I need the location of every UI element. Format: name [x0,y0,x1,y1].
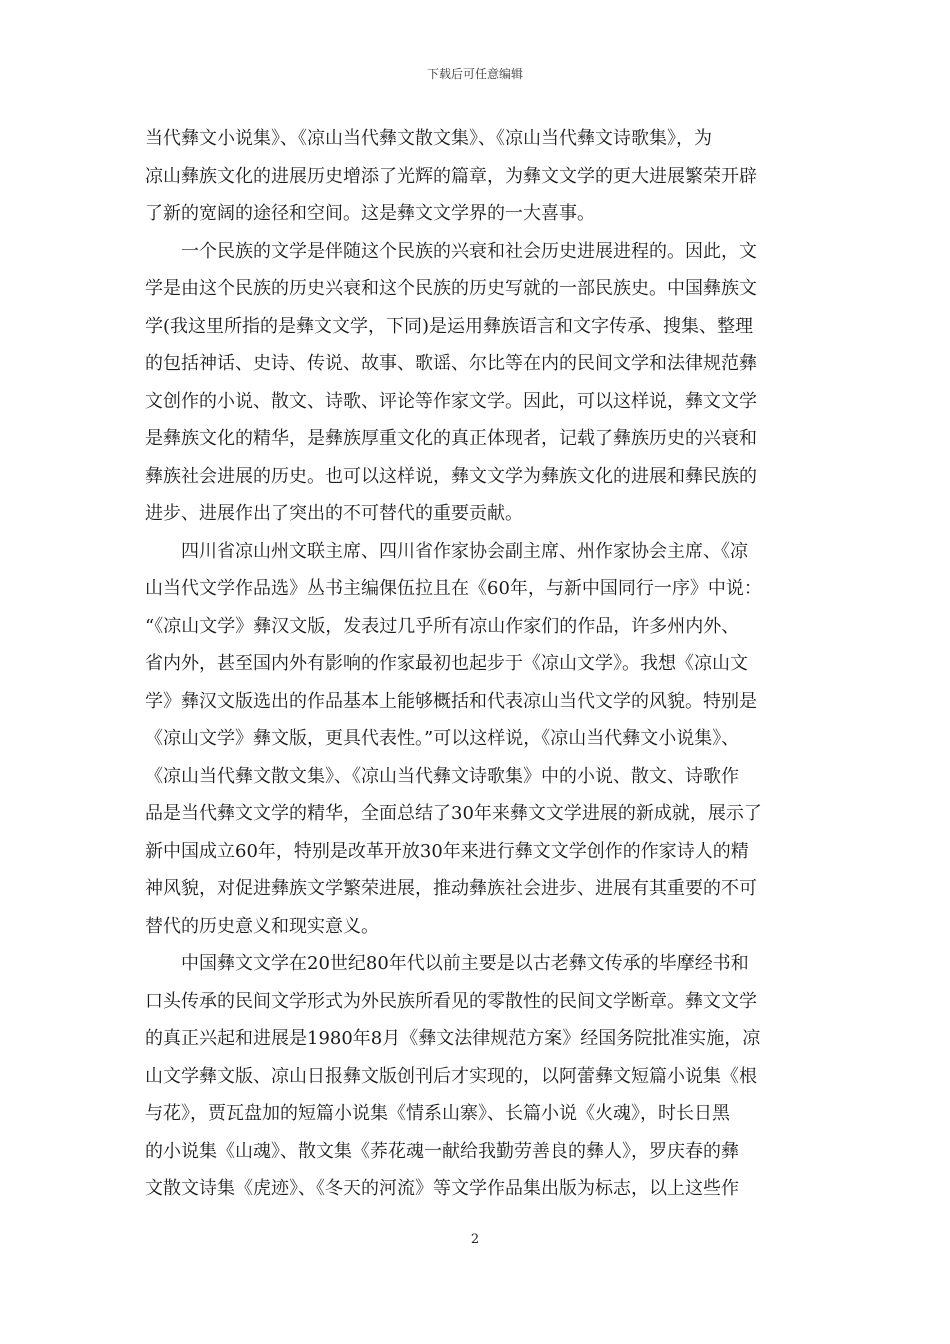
text-line: 品是当代彝文文学的精华，全面总结了30年来彝文文学进展的新成就，展示了 [145,803,762,824]
text-line: 当代彝文小说集》、《凉山当代彝文散文集》、《凉山当代彝文诗歌集》，为 [145,128,712,149]
text-line: 彝族社会进展的历史。也可以这样说，彝文文学为彝族文化的进展和彝民族的 [145,465,757,487]
text-line: 是彝族文化的精华，是彝族厚重文化的真正体现者，记载了彝族历史的兴衰和 [145,428,757,449]
text-line: 文散文诗集《虎迹》、《冬天的河流》等文学作品集出版为标志，以上这些作 [145,1178,739,1199]
text-line: 《凉山当代彝文散文集》、《凉山当代彝文诗歌集》中的小说、散文、诗歌作 [145,765,739,787]
text-line: 的小说集《山魂》、散文集《荞花魂一献给我勤劳善良的彝人》，罗庆春的彝 [145,1140,739,1162]
text-line: 口头传承的民间文学形式为外民族所看见的零散性的民间文学断章。彝文文学 [145,990,757,1012]
text-line: 《凉山文学》彝文版，更具代表性。”可以这样说，《凉山当代彝文小说集》、 [145,728,740,749]
text-line: 山文学彝文版、凉山日报彝文版创刊后才实现的，以阿蕾彝文短篇小说集《根 [145,1065,757,1087]
text-line: 神风貌，对促进彝族文学繁荣进展，推动彝族社会进步、进展有其重要的不可 [145,878,757,899]
text-line: 新中国成立60年，特别是改革开放30年来进行彝文文学创作的作家诗人的精 [145,840,749,862]
text-line: 学》彝汉文版选出的作品基本上能够概括和代表凉山当代文学的风貌。特别是 [145,690,757,712]
text-line: 进步、进展作出了突出的不可替代的重要贡献。 [145,503,523,524]
text-line: 中国彝文文学在20世纪80年代以前主要是以古老彝文传承的毕摩经书和 [145,953,749,974]
text-line: 文创作的小说、散文、诗歌、评论等作家文学。因此，可以这样说，彝文文学 [145,390,757,412]
text-line: “《凉山文学》彝汉文版，发表过几乎所有凉山作家们的作品，许多州内外、 [145,615,740,637]
text-line: 的真正兴起和进展是1980年8月《彝文法律规范方案》经国务院批准实施，凉 [145,1028,761,1049]
text-line: 了新的宽阔的途径和空间。这是彝文文学界的一大喜事。 [145,203,595,224]
text-line: 替代的历史意义和现实意义。 [145,915,379,937]
text-line: 山当代文学作品选》丛书主编倮伍拉且在《60年，与新中国同行一序》中说： [145,578,762,599]
text-line: 凉山彝族文化的进展历史增添了光辉的篇章，为彝文文学的更大进展繁荣开辟 [145,165,757,187]
text-line: 的包括神话、史诗、传说、故事、歌谣、尔比等在内的民间文学和法律规范彝 [145,353,757,374]
page-number: 2 [470,1232,480,1247]
body-text [145,120,807,1208]
page-header: 下载后可任意编辑 [426,67,523,81]
text-line: 学是由这个民族的历史兴衰和这个民族的历史写就的一部民族史。中国彝族文 [145,278,757,299]
text-line: 四川省凉山州文联主席、四川省作家协会副主席、州作家协会主席、《凉 [145,540,748,562]
text-line: 省内外，甚至国内外有影响的作家最初也起步于《凉山文学》。我想《凉山文 [145,653,748,674]
text-line: 学(我这里所指的是彝文文学，下同)是运用彝族语言和文字传承、搜集、整理 [145,315,754,337]
text-line: 与花》，贾瓦盘加的短篇小说集《情系山寨》、长篇小说《火魂》，时长日黑 [145,1103,730,1124]
text-line: 一个民族的文学是伴随这个民族的兴衰和社会历史进展进程的。因此，文 [145,240,757,262]
